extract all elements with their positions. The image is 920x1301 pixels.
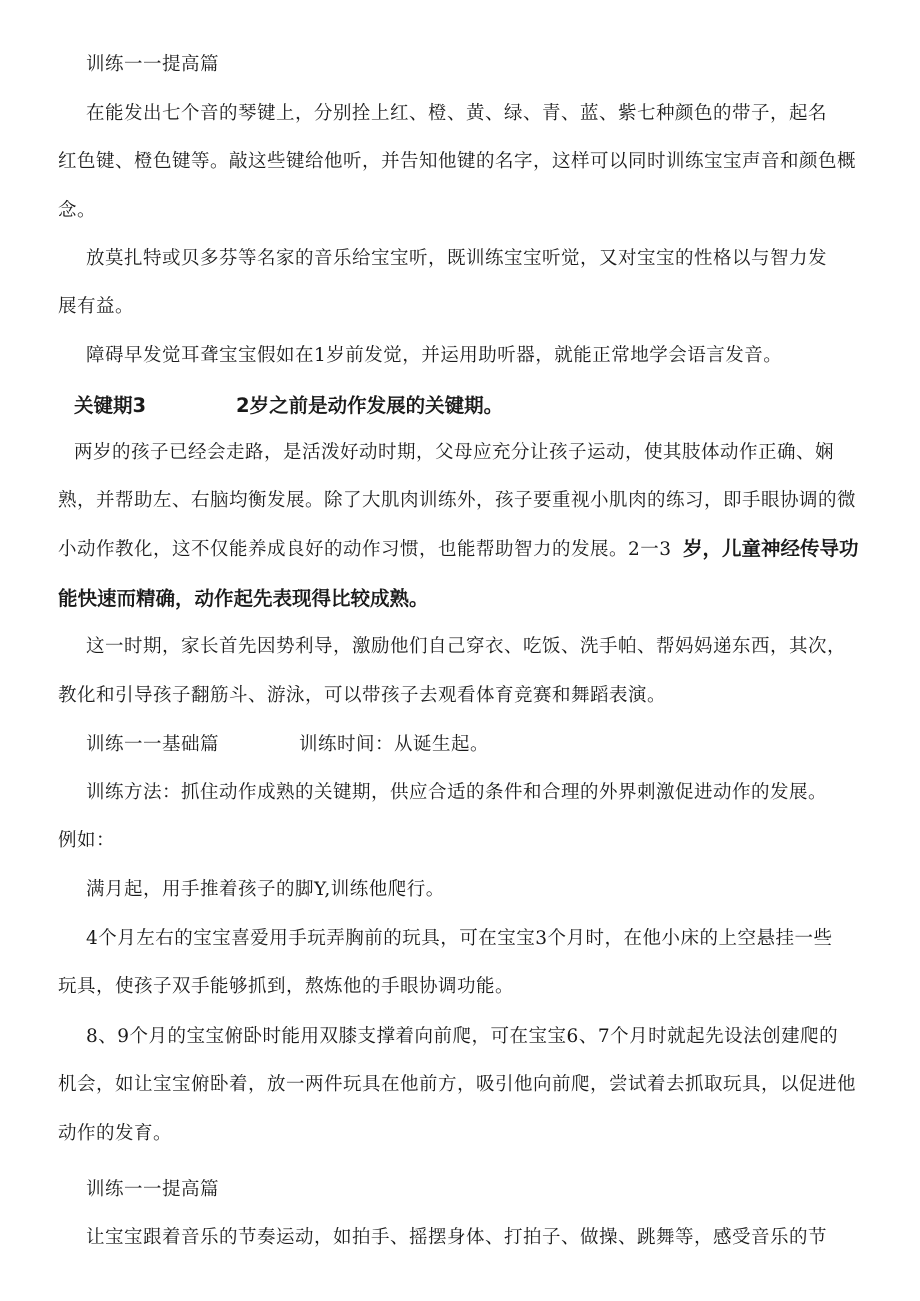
paragraph-line: 红色键、橙色键等。敲这些键给他听，并告知他键的名字，这样可以同时训练宝宝声音和颜色概 xyxy=(58,151,857,172)
paragraph-line: 放莫扎特或贝多芬等名家的音乐给宝宝听，既训练宝宝听觉，又对宝宝的性格以与智力发 xyxy=(86,248,828,269)
section-heading-advanced: 训练一一提高篇 xyxy=(86,1179,220,1200)
paragraph-line: 念。 xyxy=(58,200,97,221)
paragraph-line: 展有益。 xyxy=(58,296,135,317)
section-heading-advanced: 训练一一提高篇 xyxy=(86,54,220,75)
paragraph-line: 机会，如让宝宝俯卧着，放一两件玩具在他前方，吸引他向前爬，尝试着去抓取玩具，以促进他 xyxy=(58,1074,857,1095)
section-heading-basic: 训练一一基础篇 xyxy=(86,734,220,755)
training-time: 训练时间：从诞生起。 xyxy=(299,734,490,755)
paragraph-line: 教化和引导孩子翻筋斗、游泳，可以带孩子去观看体育竞赛和舞蹈表演。 xyxy=(58,685,667,706)
key-period-text: 2岁之前是动作发展的关键期。 xyxy=(236,394,504,417)
paragraph-line: 两岁的孩子已经会走路，是活泼好动时期，父母应充分让孩子运动，使其肢体动作正确、娴 xyxy=(74,442,835,463)
paragraph-line: 例如： xyxy=(58,830,116,851)
paragraph-line: 小动作教化，这不仅能养成良好的动作习惯，也能帮助智力的发展。2一3 xyxy=(58,539,672,560)
paragraph-line: 让宝宝跟着音乐的节奏运动，如拍手、摇摆身体、打拍子、做操、跳舞等，感受音乐的节 xyxy=(86,1227,828,1248)
paragraph-line: 8、9个月的宝宝俯卧时能用双膝支撑着向前爬，可在宝宝6、7个月时就起先设法创建爬的 xyxy=(86,1026,839,1047)
paragraph-line: 满月起，用手推着孩子的脚Y,训练他爬行。 xyxy=(86,879,445,900)
paragraph-line-bold: 能快速而精确，动作起先表现得比较成熟。 xyxy=(58,587,429,610)
paragraph-line: 动作的发育。 xyxy=(58,1123,173,1144)
paragraph-line: 玩具，使孩子双手能够抓到，熬炼他的手眼协调功能。 xyxy=(58,976,515,997)
paragraph-line: 训练方法：抓住动作成熟的关键期，供应合适的条件和合理的外界刺激促进动作的发展。 xyxy=(86,782,828,803)
paragraph-line: 4个月左右的宝宝喜爱用手玩弄胸前的玩具，可在宝宝3个月时，在他小床的上空悬挂一些 xyxy=(86,928,833,949)
paragraph-line: 在能发出七个音的琴键上，分别拴上红、橙、黄、绿、青、蓝、紫七种颜色的带子，起名 xyxy=(86,103,828,124)
paragraph-line: 障碍早发觉耳聋宝宝假如在1岁前发觉，并运用助听器，就能正常地学会语言发音。 xyxy=(86,345,783,366)
key-period-label: 关键期3 xyxy=(74,394,147,417)
paragraph-line: 这一时期，家长首先因势利导，激励他们自己穿衣、吃饭、洗手帕、帮妈妈递东西，其次， xyxy=(86,636,847,657)
paragraph-line-bold: 岁，儿童神经传导功 xyxy=(683,537,859,560)
paragraph-line: 熟，并帮助左、右脑均衡发展。除了大肌肉训练外，孩子要重视小肌肉的练习，即手眼协调的微 xyxy=(58,490,857,511)
